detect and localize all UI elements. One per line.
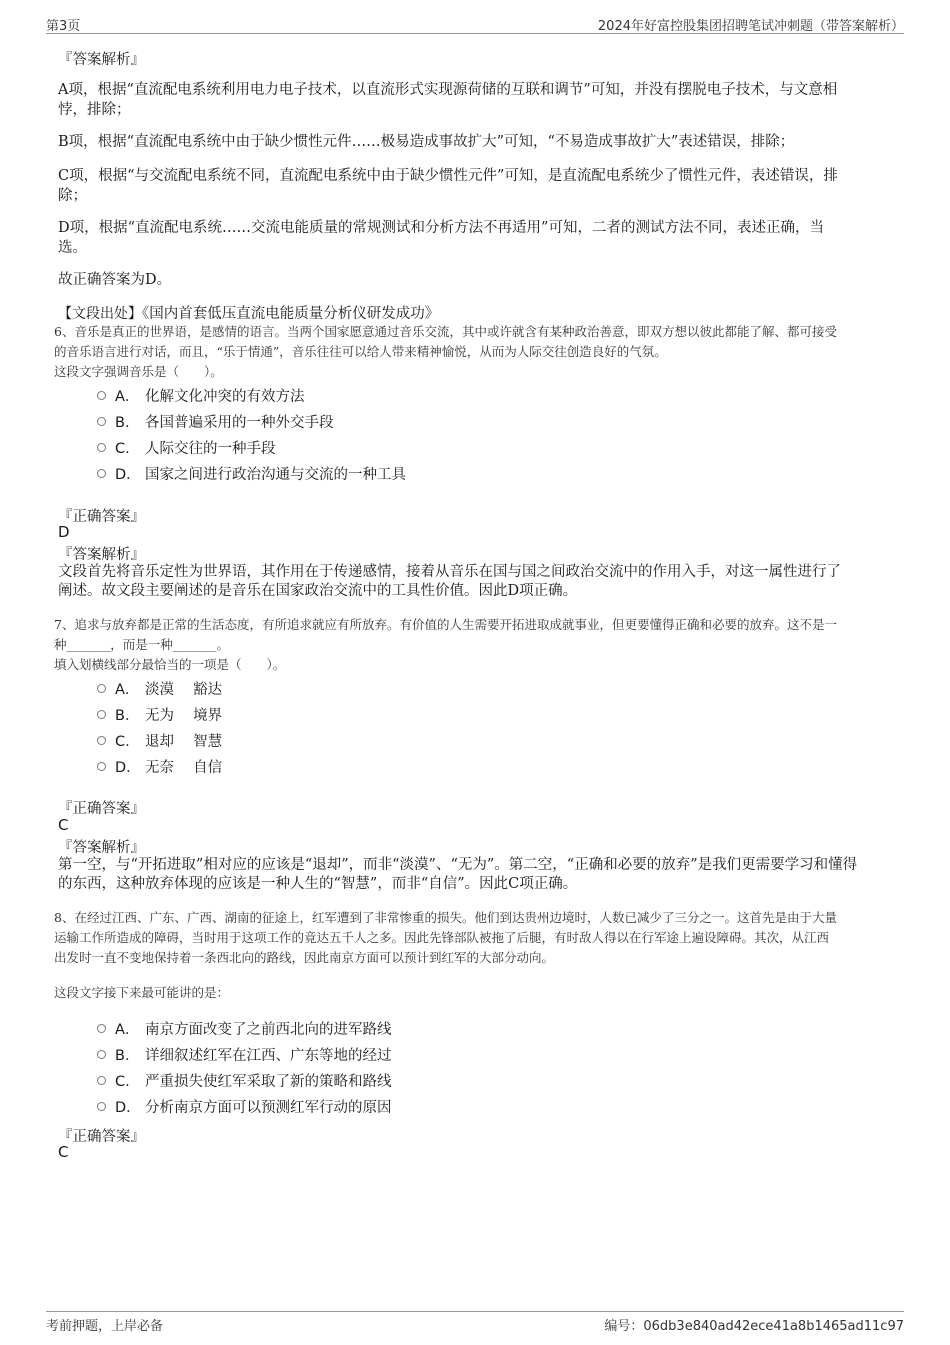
analysis-c-line2: 除； — [58, 188, 87, 204]
option-text: 退却 智慧 — [145, 734, 223, 750]
document-code: 编号：06db3e840ad42ece41a8b1465ad11c97 — [604, 1319, 904, 1334]
q7-stem-line1: 7、追求与放弃都是正常的生活态度，有所追求就应有所放弃。有价值的人生需要开拓进取成就事业，但更要懂得正确和必要的放弃。这不是一 — [54, 617, 837, 632]
radio-button-icon[interactable] — [97, 762, 106, 771]
option-text: 详细叙述红军在江西、广东等地的经过 — [145, 1048, 392, 1064]
q6-stem-line3: 这段文字强调音乐是（ ）。 — [54, 364, 223, 379]
q7-analysis-line2: 的东西，这种放弃体现的应该是一种人生的“智慧”，而非“自信”。因此C项正确。 — [58, 876, 578, 892]
option-letter: B． — [115, 415, 140, 431]
option-text: 无为 境界 — [145, 708, 223, 724]
q7-answer: C — [58, 816, 69, 834]
radio-button-icon[interactable] — [97, 1102, 106, 1111]
q7-analysis-label: 『答案解析』 — [58, 840, 145, 856]
q7-answer-label: 『正确答案』 — [58, 801, 145, 817]
analysis-a-line1: A项，根据“直流配电系统利用电力电子技术，以直流形式实现源荷储的互联和调节”可知，并没有摆脱电子技术，与文意相 — [58, 82, 838, 98]
option-letter: A． — [115, 1022, 140, 1038]
radio-button-icon[interactable] — [97, 417, 106, 426]
page-header — [46, 13, 904, 34]
q6-stem-line2: 的音乐语言进行对话，而且，“乐于情通”，音乐往往可以给人带来精神愉悦，从而为人际交往创造良好的气氛。 — [54, 344, 667, 359]
source-line — [58, 303, 439, 324]
analysis-d-line1: D项，根据“直流配电系统……交流电能质量的常规测试和分析方法不再适用”可知，二者的测试方法不同，表述正确，当 — [58, 220, 824, 236]
analysis-d-line2: 选。 — [58, 240, 87, 256]
option-text: 化解文化冲突的有效方法 — [145, 389, 305, 405]
option-text: 各国普遍采用的一种外交手段 — [145, 415, 334, 431]
option-text: 南京方面改变了之前西北向的进军路线 — [145, 1022, 392, 1038]
option-letter: C． — [115, 1074, 140, 1090]
option-letter: D． — [115, 760, 141, 776]
q7-analysis-line1: 第一空，与“开拓进取”相对应的应该是“退却”，而非“淡漠”、“无为”。第二空，“正确和必要的放弃”是我们更需要学习和懂得 — [58, 857, 858, 873]
q6-analysis-line1: 文段首先将音乐定性为世界语，其作用在于传递感情，接着从音乐在国与国之间政治交流中的作用入手，对这一属性进行了 — [58, 564, 841, 580]
option-text: 分析南京方面可以预测红军行动的原因 — [145, 1100, 392, 1116]
radio-button-icon[interactable] — [97, 443, 106, 452]
q6-analysis-line2: 阐述。故文段主要阐述的是音乐在国家政治交流中的工具性价值。因此D项正确。 — [58, 583, 578, 599]
q8-answer: C — [58, 1143, 69, 1161]
q7-stem-line2: 种_______，而是一种_______。 — [54, 637, 230, 652]
option-text: 无奈 自信 — [145, 760, 223, 776]
radio-button-icon[interactable] — [97, 710, 106, 719]
option-text: 淡漠 豁达 — [145, 682, 223, 698]
radio-button-icon[interactable] — [97, 684, 106, 693]
option-letter: C． — [115, 441, 140, 457]
option-letter: A． — [115, 389, 140, 405]
option-letter: B． — [115, 1048, 140, 1064]
q6-answer: D — [58, 523, 70, 541]
q6-analysis-label: 『答案解析』 — [58, 547, 145, 563]
q6-stem-line1: 6、音乐是真正的世界语，是感情的语言。当两个国家愿意通过音乐交流，其中或许就含有某种政治善意，即双方想以彼此都能了解、都可接受 — [54, 324, 837, 339]
q7-stem-line3: 填入划横线部分最恰当的一项是（ ）。 — [54, 657, 286, 672]
page-number: 第3页 — [46, 19, 81, 34]
analysis-c-line1: C项，根据“与交流配电系统不同，直流配电系统中由于缺少惯性元件”可知，是直流配电系统少了惯性元件，表述错误，排 — [58, 168, 838, 184]
page-footer — [46, 1311, 904, 1334]
source-label: 【文段出处】 — [58, 306, 142, 322]
option-letter: A． — [115, 682, 140, 698]
radio-button-icon[interactable] — [97, 1024, 106, 1033]
footer-slogan: 考前押题，上岸必备 — [46, 1319, 164, 1334]
document-title: 2024年好富控股集团招聘笔试冲刺题（带答案解析） — [597, 19, 904, 34]
option-text: 人际交往的一种手段 — [145, 441, 276, 457]
q8-stem-line4: 这段文字接下来最可能讲的是： — [54, 985, 230, 1000]
q8-stem-line2: 运输工作所造成的障碍，当时用于这项工作的竟达五千人之多。因此先锋部队被拖了后腿，有时敌人得以在行军途上遍设障碍。其次，从江西 — [54, 930, 830, 945]
q8-stem-line3: 出发时一直不变地保持着一条西北向的路线，因此南京方面可以预计到红军的大部分动向。 — [54, 950, 555, 965]
q6-answer-label: 『正确答案』 — [58, 509, 145, 525]
conclusion: 故正确答案为D。 — [58, 272, 172, 288]
option-letter: D． — [115, 467, 141, 483]
radio-button-icon[interactable] — [97, 469, 106, 478]
radio-button-icon[interactable] — [97, 736, 106, 745]
radio-button-icon[interactable] — [97, 1076, 106, 1085]
analysis-b-line1: B项，根据“直流配电系统中由于缺少惯性元件……极易造成事故扩大”可知，“不易造成事故扩大”表述错误，排除； — [58, 134, 795, 150]
q8-answer-label: 『正确答案』 — [58, 1129, 145, 1145]
radio-button-icon[interactable] — [97, 391, 106, 400]
analysis-label: 『答案解析』 — [58, 52, 145, 68]
q8-stem-line1: 8、在经过江西、广东、广西、湖南的征途上，红军遭到了非常惨重的损失。他们到达贵州边境时，人数已减少了三分之一。这首先是由于大量 — [54, 910, 837, 925]
option-text: 国家之间进行政治沟通与交流的一种工具 — [145, 467, 406, 483]
radio-button-icon[interactable] — [97, 1050, 106, 1059]
source-text: 《国内首套低压直流电能质量分析仪研发成功》 — [142, 306, 440, 322]
analysis-a-line2: 悖，排除； — [58, 102, 131, 118]
option-letter: D． — [115, 1100, 141, 1116]
option-text: 严重损失使红军采取了新的策略和路线 — [145, 1074, 392, 1090]
option-letter: B． — [115, 708, 140, 724]
option-letter: C． — [115, 734, 140, 750]
